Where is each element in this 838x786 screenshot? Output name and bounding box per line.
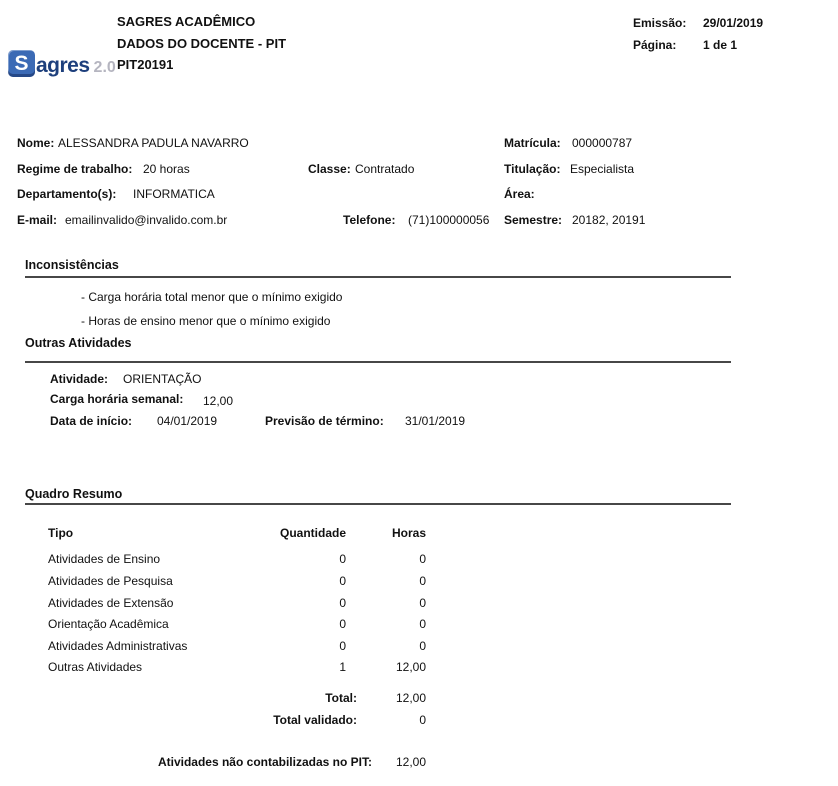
table-row-tipo: Atividades Administrativas bbox=[48, 639, 188, 653]
quadro-resumo-title: Quadro Resumo bbox=[25, 487, 123, 501]
email-label: E-mail: bbox=[17, 213, 58, 227]
titulacao-value: Especialista bbox=[570, 162, 635, 176]
table-row-tipo: Atividades de Extensão bbox=[48, 596, 174, 610]
previsao-termino-label: Previsão de término: bbox=[265, 414, 384, 428]
table-row-quantidade: 0 bbox=[339, 617, 346, 631]
telefone-label: Telefone: bbox=[343, 213, 396, 227]
atividade-label: Atividade: bbox=[50, 372, 109, 386]
sagres-logo-icon: S bbox=[8, 50, 35, 77]
page-number-label: Página: bbox=[633, 38, 677, 52]
table-row-tipo: Outras Atividades bbox=[48, 660, 143, 674]
table-row-horas: 0 bbox=[419, 639, 426, 653]
inconsistencias-title: Inconsistências bbox=[25, 258, 119, 272]
semestre-label: Semestre: bbox=[504, 213, 563, 227]
atividade-value: ORIENTAÇÃO bbox=[123, 372, 202, 386]
sagres-logo bbox=[8, 50, 116, 77]
report-title-line1: SAGRES ACADÊMICO bbox=[117, 14, 256, 29]
data-inicio-value: 04/01/2019 bbox=[157, 414, 218, 428]
previsao-termino-value: 31/01/2019 bbox=[405, 414, 466, 428]
emission-value: 29/01/2019 bbox=[703, 16, 764, 30]
col-header-horas: Horas bbox=[391, 526, 426, 540]
sagres-logo-version: 2.0 bbox=[93, 59, 116, 76]
col-header-tipo: Tipo bbox=[48, 526, 74, 540]
inconsistencia-item: - Horas de ensino menor que o mínimo exigido bbox=[81, 314, 331, 328]
total-value: 12,00 bbox=[395, 691, 426, 705]
total-validado-label: Total validado: bbox=[273, 713, 357, 727]
report-title-line2: DADOS DO DOCENTE - PIT bbox=[117, 36, 287, 51]
report-title-line3: PIT20191 bbox=[117, 57, 174, 72]
total-label: Total: bbox=[325, 691, 357, 705]
area-label: Área: bbox=[504, 187, 535, 201]
table-row-tipo: Orientação Acadêmica bbox=[48, 617, 169, 631]
table-row-horas: 0 bbox=[419, 574, 426, 588]
matricula-value: 000000787 bbox=[572, 136, 633, 150]
emission-label: Emissão: bbox=[633, 16, 687, 30]
carga-horaria-label: Carga horária semanal: bbox=[50, 392, 184, 406]
outras-atividades-divider bbox=[25, 361, 731, 363]
table-row-horas: 0 bbox=[419, 552, 426, 566]
table-row-quantidade: 0 bbox=[339, 574, 346, 588]
classe-label: Classe: bbox=[308, 162, 351, 176]
table-row-quantidade: 0 bbox=[339, 596, 346, 610]
nome-label: Nome: bbox=[17, 136, 55, 150]
outras-atividades-title: Outras Atividades bbox=[25, 336, 132, 350]
col-header-quantidade: Quantidade bbox=[279, 526, 346, 540]
inconsistencias-divider bbox=[25, 276, 731, 278]
classe-value: Contratado bbox=[355, 162, 415, 176]
regime-label: Regime de trabalho: bbox=[17, 162, 133, 176]
nome-value: ALESSANDRA PADULA NAVARRO bbox=[58, 136, 249, 150]
nao-contabilizadas-label: Atividades não contabilizadas no PIT: bbox=[157, 755, 372, 769]
email-value: emailinvalido@invalido.com.br bbox=[65, 213, 228, 227]
table-row-tipo: Atividades de Ensino bbox=[48, 552, 161, 566]
table-row-tipo: Atividades de Pesquisa bbox=[48, 574, 173, 588]
table-row-quantidade: 1 bbox=[339, 660, 346, 674]
departamento-label: Departamento(s): bbox=[17, 187, 117, 201]
table-row-horas: 0 bbox=[419, 617, 426, 631]
page-number-value: 1 de 1 bbox=[703, 38, 738, 52]
telefone-value: (71)100000056 bbox=[408, 213, 490, 227]
table-row-quantidade: 0 bbox=[339, 639, 346, 653]
table-row-horas: 0 bbox=[419, 596, 426, 610]
departamento-value: INFORMATICA bbox=[133, 187, 215, 201]
sagres-logo-text: agres bbox=[36, 54, 90, 77]
total-validado-value: 0 bbox=[419, 713, 426, 727]
titulacao-label: Titulação: bbox=[504, 162, 561, 176]
matricula-label: Matrícula: bbox=[504, 136, 561, 150]
carga-horaria-value: 12,00 bbox=[203, 394, 234, 408]
table-row-horas: 12,00 bbox=[395, 660, 426, 674]
regime-value: 20 horas bbox=[143, 162, 190, 176]
table-row-quantidade: 0 bbox=[339, 552, 346, 566]
inconsistencia-item: - Carga horária total menor que o mínimo exigido bbox=[81, 290, 343, 304]
data-inicio-label: Data de início: bbox=[50, 414, 133, 428]
quadro-resumo-divider bbox=[25, 503, 731, 505]
nao-contabilizadas-value: 12,00 bbox=[395, 755, 426, 769]
semestre-value: 20182, 20191 bbox=[572, 213, 646, 227]
